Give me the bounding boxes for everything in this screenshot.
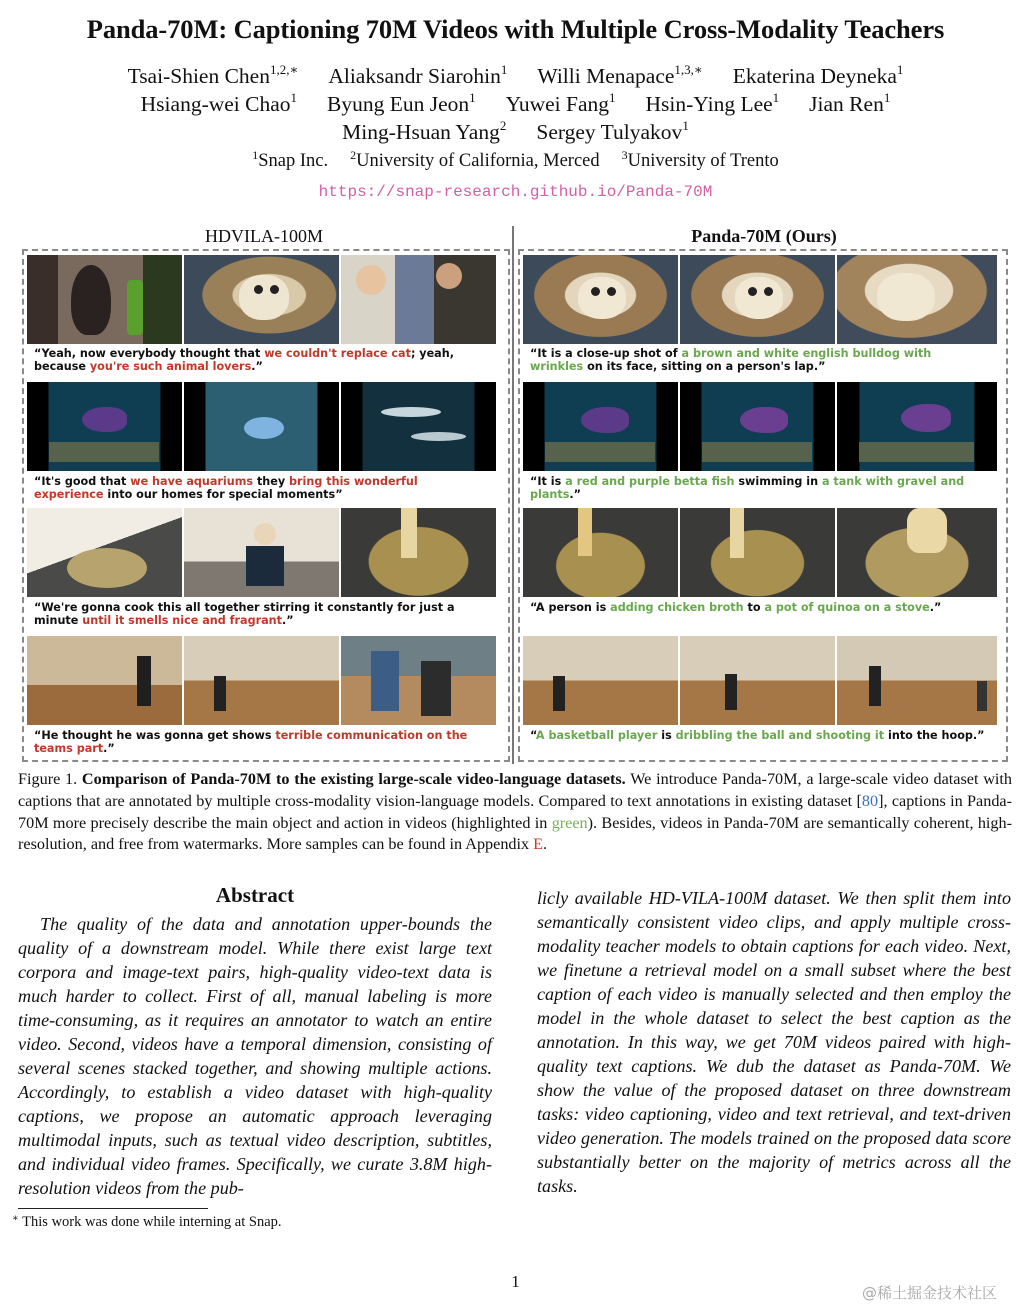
highlighted-phrase: until it smells nice and fragrant <box>82 614 282 627</box>
caption-text: into our homes for special moments” <box>103 488 343 501</box>
video-frame <box>680 508 835 597</box>
green-word: green <box>551 813 588 832</box>
abstract-column-1: The quality of the data and annotation upper-bounds the quality of a downstream model. While there exist large text corpora and image-text pairs, high-quality video-text data is much harder to collect. First of all, manual labeling is more time-consuming, as it requires an annotator to watch an entire video. Second, videos have a temporal dimension, consisting of several scenes stacked together, and showing multiple actions. Accordingly, to establish a video dataset with high-quality captions, we propose an automatic approach leveraging multimodal inputs, such as textual video description, subtitles, and individual video frames. Specifically, we curate 3.8M high-resolution videos from the pub- <box>18 914 492 1198</box>
highlighted-phrase: a brown and white english bulldog with wrinkles <box>530 347 932 373</box>
video-frame <box>184 636 339 725</box>
author-affil-mark: 1 <box>682 118 689 133</box>
video-frame <box>27 636 182 725</box>
highlighted-phrase: a red and purple betta fish <box>565 475 735 488</box>
abstract-heading: Abstract <box>215 883 295 907</box>
author-name: Hsiang-wei Chao$^1$ <box>140 90 298 116</box>
caption-text: into the hoop.” <box>884 729 985 742</box>
caption-text: .” <box>251 360 263 373</box>
video-frame <box>341 508 496 597</box>
video-frame <box>27 255 182 344</box>
paper-title: Panda-70M: Captioning 70M Videos with Multiple Cross-Modality Teachers <box>86 14 945 44</box>
highlighted-phrase: terrible communication on the teams part <box>34 729 468 755</box>
left-caption-1 <box>34 347 489 373</box>
highlighted-phrase: adding chicken broth <box>610 601 744 614</box>
author-name: Tsai-Shien Chen$^{1,2,∗}$ <box>127 62 299 88</box>
caption-text: “It's good that <box>34 475 131 488</box>
video-frame <box>523 255 678 344</box>
author-name: Ming-Hsuan Yang$^2$ <box>342 118 507 144</box>
abstract-column-2: licly available HD-VILA-100M dataset. We then split them into semantically consistent video clips, and apply multiple cross-modality teacher models to obtain captions for each video. Next, we finetune a retrieval model on a small subset where the best caption of each video is manually selected and then employ the model in the whole dataset to select the best caption as the annotation. In this way, we get 70M videos paired with high-quality text captions. We dub the dataset as Panda-70M. We show the value of the proposed dataset on three downstream tasks: video captioning, video and text retrieval, and text-driven video generation. The models trained on the proposed data score substantially better on the majority of metrics across all the tasks. <box>537 888 1011 1196</box>
caption-text: they <box>253 475 290 488</box>
caption-text: “We're gonna cook this all together stirring it constantly for just a minute <box>34 601 455 627</box>
video-frame <box>680 636 835 725</box>
highlighted-phrase: you're such animal lovers <box>89 360 252 373</box>
author-affil-mark: 1 <box>608 90 616 105</box>
caption-text: “It is <box>530 475 566 488</box>
figure-caption: Figure 1. Comparison of Panda-70M to the existing large-scale video-language datasets. We introduce Panda-70M, a large-scale video dataset with captions that are annotated by multiple cross-modality vision-language models. Compared to text annotations in existing dataset [80], captions in Panda-70M more precisely describe the main object and action in videos (highlighted in green). Besides, videos in Panda-70M are semantically coherent, high-resolution, and free from watermarks. More samples can be found in Appendix E. <box>18 770 1013 854</box>
appendix-link[interactable]: E <box>533 835 544 854</box>
author-name: Aliaksandr Siarohin$^1$ <box>328 62 508 88</box>
author-affil-mark: 1 <box>772 90 780 105</box>
caption-text: “A person is <box>530 601 611 614</box>
author-affil-mark: 1 <box>500 62 508 77</box>
video-frame <box>341 382 496 471</box>
figure-caption-bold: Comparison of Panda-70M to the existing large-scale video-language datasets. <box>81 770 626 788</box>
author-affil-mark: 1,3,∗ <box>674 62 703 77</box>
video-frame <box>523 508 678 597</box>
caption-text: “He thought he was gonna get shows <box>34 729 276 742</box>
highlighted-phrase: bring this wonderful experience <box>34 475 418 501</box>
video-frame <box>523 382 678 471</box>
left-caption-2 <box>34 475 489 501</box>
video-frame <box>837 255 997 344</box>
citation-link[interactable]: 80 <box>861 791 879 810</box>
video-frame <box>837 508 997 597</box>
author-name: Byung Eun Jeon$^1$ <box>327 90 476 116</box>
video-frame <box>184 255 339 344</box>
affiliation: $^3$University of Trento <box>621 148 779 171</box>
caption-text: “ <box>530 729 536 742</box>
left-panel <box>22 249 510 762</box>
video-frame <box>341 255 496 344</box>
caption-text: .” <box>929 601 942 614</box>
right-caption-4 <box>530 729 985 742</box>
page-number: 1 <box>511 1272 520 1291</box>
video-frame <box>27 382 182 471</box>
left-caption-4 <box>34 729 489 755</box>
video-frame <box>27 508 182 597</box>
highlighted-phrase: A basketball player <box>535 729 658 742</box>
caption-text: .” <box>569 488 581 501</box>
author-name: Sergey Tulyakov$^1$ <box>536 118 689 144</box>
author-affil-mark: 1 <box>896 62 904 77</box>
highlighted-phrase: we have aquariums <box>130 475 254 488</box>
video-frame <box>680 382 835 471</box>
authors-row-1 <box>0 64 1031 89</box>
left-caption-3 <box>34 601 489 627</box>
authors-row-3 <box>0 120 1031 145</box>
video-frame <box>184 382 339 471</box>
figure-label: Figure 1. <box>18 770 78 788</box>
affiliation: $^2$University of California, Merced <box>350 148 600 171</box>
author-name: Yuwei Fang$^1$ <box>505 90 616 116</box>
right-caption-2 <box>530 475 985 501</box>
affiliation: $^1$Snap Inc. <box>252 148 329 171</box>
caption-text: .” <box>281 614 294 627</box>
footnote-rule <box>18 1208 208 1209</box>
video-frame <box>523 636 678 725</box>
authors-row-2 <box>0 92 1031 117</box>
caption-text: .” <box>103 742 115 755</box>
project-url-link[interactable]: https://snap-research.github.io/Panda-70M <box>318 183 713 201</box>
site-watermark: @稀土掘金技术社区 <box>862 1284 998 1302</box>
author-affil-mark: 1 <box>290 90 298 105</box>
author-name: Hsin-Ying Lee$^1$ <box>645 90 780 116</box>
video-frame <box>680 255 835 344</box>
video-frame <box>184 508 339 597</box>
right-panel <box>518 249 1008 762</box>
author-affil-mark: 1,2,∗ <box>269 62 299 77</box>
highlighted-phrase: a tank with gravel and plants <box>530 475 965 501</box>
author-affil-mark: 1 <box>883 90 891 105</box>
caption-text: on its face, sitting on a person's lap.” <box>583 360 826 373</box>
video-frame <box>837 382 997 471</box>
author-affil-mark: 1 <box>469 90 476 105</box>
highlighted-phrase: a pot of quinoa on a stove <box>764 601 930 614</box>
caption-text: swimming in <box>734 475 822 488</box>
right-panel-title: Panda-70M (Ours) <box>691 226 837 246</box>
highlighted-phrase: we couldn't replace cat <box>264 347 411 360</box>
caption-text: to <box>743 601 765 614</box>
right-caption-3 <box>530 601 985 614</box>
highlighted-phrase: dribbling the ball and shooting it <box>675 729 885 742</box>
right-caption-1 <box>530 347 985 373</box>
author-affil-mark: 2 <box>499 118 507 133</box>
affiliations <box>0 148 1031 172</box>
video-frame <box>837 636 997 725</box>
caption-text: ; yeah, because <box>34 347 454 373</box>
caption-text: is <box>657 729 676 742</box>
author-name: Jian Ren$^1$ <box>809 90 891 116</box>
figure-caption-text: We introduce Panda-70M, a large-scale video dataset with captions that are annotated by multiple cross-modality vision-language models. Compared to text annotations in existing dataset [ <box>18 770 1012 810</box>
footnote: ∗ This work was done while interning at Snap. <box>12 1213 282 1230</box>
panel-divider <box>512 226 514 764</box>
caption-text: “Yeah, now everybody thought that <box>34 347 265 360</box>
video-frame <box>341 636 496 725</box>
caption-text: “It is a close-up shot of <box>530 347 682 360</box>
author-name: Willi Menapace$^{1,3,∗}$ <box>537 62 703 88</box>
author-name: Ekaterina Deyneka$^1$ <box>732 62 904 88</box>
left-panel-title: HDVILA-100M <box>205 226 323 246</box>
